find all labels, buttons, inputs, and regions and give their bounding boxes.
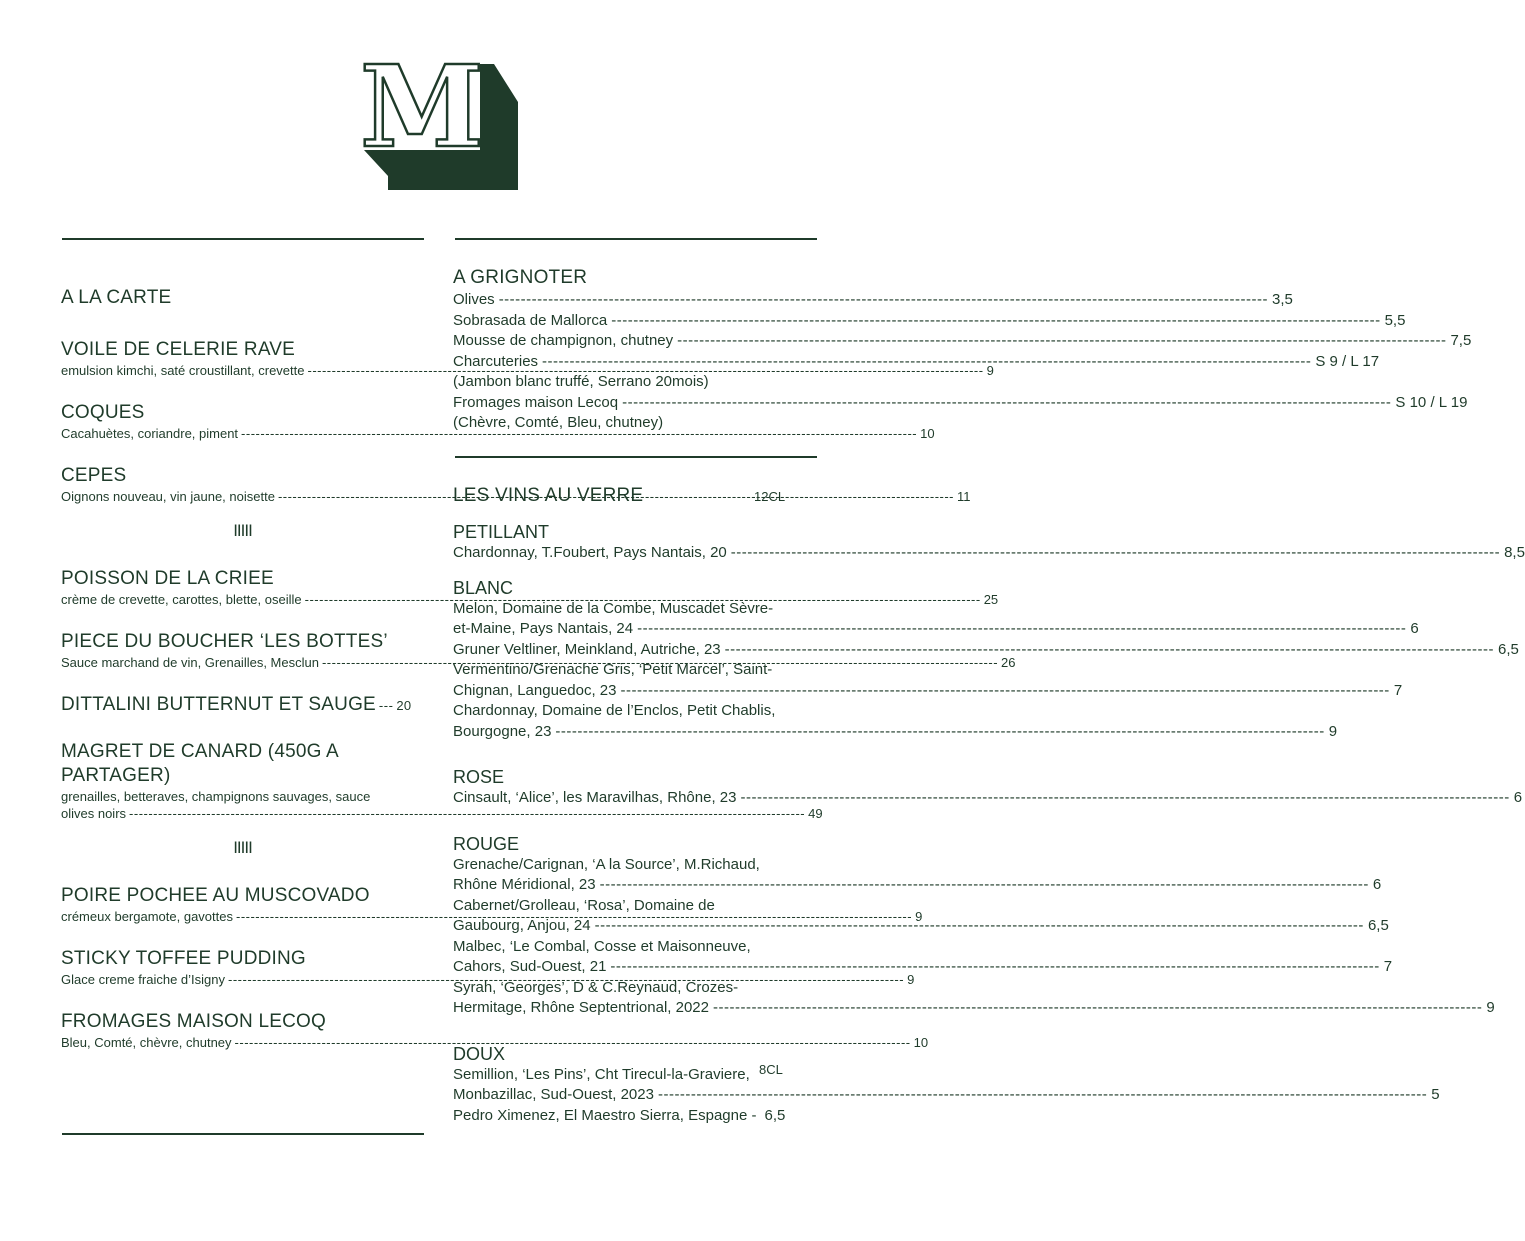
wine-category-petillant: PETILLANT bbox=[453, 522, 550, 542]
wine-item-line: Vermentino/Grenache Gris, ‘Petit Marcel’, Saint- bbox=[453, 661, 773, 678]
dish-name: POIRE POCHEE AU MUSCOVADO bbox=[61, 885, 370, 906]
volume-8cl: 8CL bbox=[759, 1062, 783, 1077]
wine-item: Gaubourg, Anjou, 24 ----- 6,5 bbox=[453, 916, 817, 937]
dish-price: 26 bbox=[1001, 655, 1016, 670]
section-separator: IIIII bbox=[233, 838, 252, 857]
dish-name: VOILE DE CELERIE RAVE bbox=[61, 339, 296, 360]
dish-name-line2: PARTAGER) bbox=[61, 765, 171, 786]
dish-description: Oignons nouveau, vin jaune, noisette bbox=[61, 489, 275, 504]
grignoter-item: Mousse de champignon, chutney ----- 7,5 bbox=[453, 331, 817, 352]
section-separator: IIIII bbox=[233, 521, 252, 540]
dish-price: 10 bbox=[920, 426, 935, 441]
wines-title: LES VINS AU VERRE bbox=[453, 485, 644, 506]
wine-item: Gruner Veltliner, Meinkland, Autriche, 23 ----- 6,5 bbox=[453, 640, 817, 661]
wine-item: Cinsault, ‘Alice’, les Maravilhas, Rhône, 23 ----- 6 bbox=[453, 788, 817, 809]
wine-item-line: Chardonnay, Domaine de l’Enclos, Petit Chablis, bbox=[453, 702, 776, 719]
charcuteries-detail: (Jambon blanc truffé, Serrano 20mois) bbox=[453, 373, 709, 390]
grignoter-item: Sobrasada de Mallorca ----- 5,5 bbox=[453, 311, 817, 332]
dish-description: Glace creme fraiche d’Isigny bbox=[61, 972, 226, 987]
wine-item-line: Syrah, ‘Georges’, D & C.Reynaud, Crozes- bbox=[453, 978, 739, 996]
wine-item: Chardonnay, T.Foubert, Pays Nantais, 20 ----- 8,5 bbox=[453, 543, 817, 564]
fromages-detail: (Chèvre, Comté, Bleu, chutney) bbox=[453, 414, 664, 431]
dish-fromages bbox=[61, 1010, 929, 1051]
divider-bottom-left bbox=[62, 1133, 424, 1135]
dish-description: Cacahuètes, coriandre, piment bbox=[61, 426, 239, 441]
wine-item: Rhône Méridional, 23 ----- 6 bbox=[453, 875, 817, 896]
dish-name: PIECE DU BOUCHER ‘LES BOTTES’ bbox=[61, 631, 388, 652]
wine-item: Hermitage, Rhône Septentrional, 2022 ----- 9 bbox=[453, 998, 817, 1019]
wine-item: Monbazillac, Sud-Ouest, 2023 ----- 5 bbox=[453, 1085, 817, 1106]
dish-description: emulsion kimchi, saté croustillant, crevette bbox=[61, 363, 305, 378]
dish-description-line2: olives noirs bbox=[61, 806, 127, 821]
wine-item: Pedro Ximenez, El Maestro Sierra, Espagne - 6,5 bbox=[453, 1106, 786, 1124]
restaurant-logo bbox=[358, 42, 524, 190]
dish-name: FROMAGES MAISON LECOQ bbox=[61, 1011, 326, 1032]
dish-name: CEPES bbox=[61, 465, 127, 486]
dish-price: 20 bbox=[396, 698, 412, 713]
dish-name: COQUES bbox=[61, 402, 145, 423]
wine-item: Chignan, Languedoc, 23 ----- 7 bbox=[453, 681, 817, 702]
wine-category-rouge: ROUGE bbox=[453, 833, 520, 854]
divider-top-right bbox=[455, 238, 817, 240]
wine-item: Bourgogne, 23 ----- 9 bbox=[453, 722, 817, 743]
dish-name: DITTALINI BUTTERNUT ET SAUGE bbox=[61, 694, 376, 715]
wine-item-line: Melon, Domaine de la Combe, Muscadet Sèvre- bbox=[453, 599, 774, 617]
grignoter-item: Fromages maison Lecoq ----- S 10 / L 19 bbox=[453, 393, 817, 414]
dish-name: STICKY TOFFEE PUDDING bbox=[61, 948, 306, 969]
grignoter-item: Charcuteries ----- S 9 / L 17 bbox=[453, 352, 817, 373]
wine-item: et-Maine, Pays Nantais, 24 ----- 6 bbox=[453, 619, 817, 640]
logo-letter: M bbox=[360, 42, 484, 173]
grignoter-title: A GRIGNOTER bbox=[453, 267, 588, 288]
a-la-carte-title: A LA CARTE bbox=[61, 287, 172, 308]
dish-description-line1: grenailles, betteraves, champignons sauvages, sauce bbox=[61, 789, 371, 804]
dish-price: 9 bbox=[915, 909, 923, 924]
dish-description: crémeux bergamote, gavottes bbox=[61, 909, 233, 924]
wine-category-blanc: BLANC bbox=[453, 577, 514, 598]
grignoter-section bbox=[453, 267, 1472, 434]
divider-mid-right bbox=[455, 456, 817, 458]
dish-price: 10 bbox=[913, 1035, 929, 1050]
wine-category-rose: ROSE bbox=[453, 767, 505, 787]
wine-item-line: Malbec, ‘Le Combal, Cosse et Maisonneuve, bbox=[453, 937, 751, 955]
dish-price: 9 bbox=[907, 972, 915, 987]
dish-description: Bleu, Comté, chèvre, chutney bbox=[61, 1035, 232, 1050]
wine-item: Cahors, Sud-Ouest, 21 ----- 7 bbox=[453, 957, 817, 978]
dish-name: POISSON DE LA CRIEE bbox=[61, 568, 274, 589]
dish-price: 25 bbox=[983, 592, 999, 607]
dish-price: 9 bbox=[986, 363, 994, 378]
divider-top-left bbox=[62, 238, 424, 240]
dish-name-line1: MAGRET DE CANARD (450G A bbox=[61, 741, 339, 762]
dish-price: 11 bbox=[957, 489, 971, 504]
wine-item-line: Grenache/Carignan, ‘A la Source’, M.Richaud, bbox=[453, 855, 760, 873]
dish-description: crème de crevette, carottes, blette, oseille bbox=[61, 592, 302, 607]
volume-12cl: 12CL bbox=[754, 489, 786, 504]
grignoter-item: Olives ----- 3,5 bbox=[453, 290, 817, 311]
dish-description: Sauce marchand de vin, Grenailles, Mesclun bbox=[61, 655, 319, 670]
dish-dittalini: DITTALINI BUTTERNUT ET SAUGE --- 20 bbox=[61, 693, 424, 718]
wine-item-line: Cabernet/Grolleau, ‘Rosa’, Domaine de bbox=[453, 896, 715, 914]
wine-category-doux: DOUX bbox=[453, 1043, 506, 1064]
wine-item-line: Semillion, ‘Les Pins’, Cht Tirecul-la-Graviere, bbox=[453, 1065, 750, 1083]
dish-price: 49 bbox=[808, 806, 823, 821]
